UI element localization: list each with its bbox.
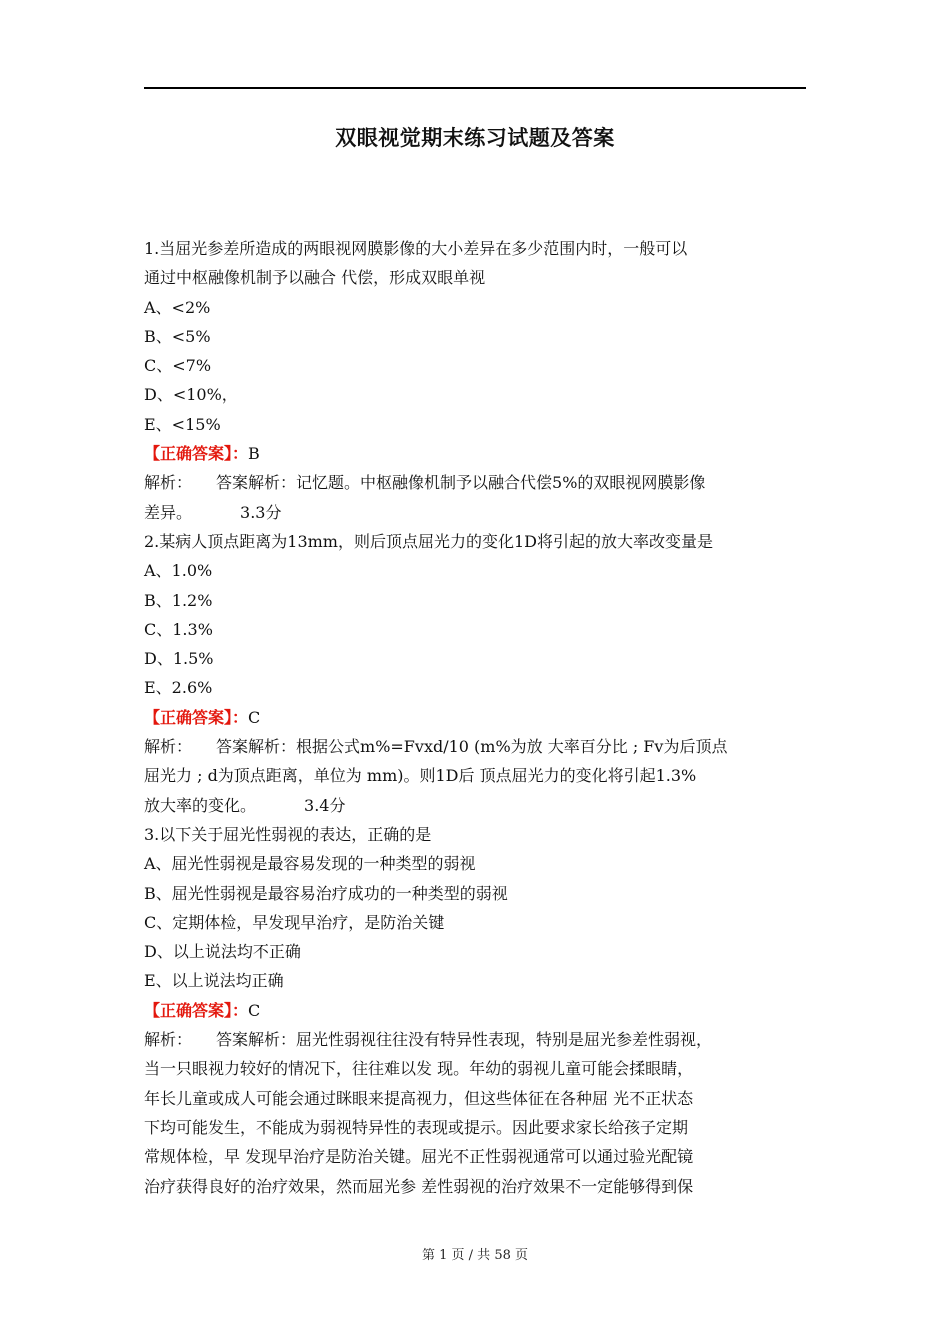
- option-a: A、<2%: [144, 297, 211, 317]
- question-score: 3.4分: [304, 795, 346, 815]
- analysis-text: 答案解析：屈光性弱视往往没有特异性表现，特别是屈光参差性弱视，: [216, 1030, 713, 1050]
- option-a: A、屈光性弱视是最容易发现的一种类型的弱视: [144, 854, 476, 874]
- analysis-prefix: 解析：: [144, 473, 193, 493]
- option-e: E、2.6%: [144, 678, 213, 698]
- option-e: E、以上说法均正确: [144, 971, 284, 991]
- analysis-prefix: 解析：: [144, 737, 193, 757]
- analysis-text: 放大率的变化。: [144, 795, 257, 815]
- question-3: [144, 820, 808, 1201]
- header-rule: [144, 87, 806, 89]
- question-stem-line: 1.当屈光参差所造成的两眼视网膜影像的大小差异在多少范围内时，一般可以: [144, 239, 688, 258]
- analysis-line: 当一只眼视力较好的情况下，往往难以发 现。年幼的弱视儿童可能会揉眼睛，: [144, 1059, 694, 1079]
- correct-answer: [144, 439, 808, 468]
- document-body: [144, 234, 808, 1201]
- analysis-line: 下均可能发生，不能成为弱视特异性的表现或提示。因此要求家长给孩子定期: [144, 1117, 689, 1137]
- page-footer: 第 1 页 / 共 58 页: [422, 1248, 528, 1263]
- option-d: D、1.5%: [144, 649, 214, 669]
- analysis-line: 年长儿童或成人可能会通过眯眼来提高视力，但这些体征在各种屈 光不正状态: [144, 1088, 694, 1108]
- option-a: A、1.0%: [144, 561, 213, 581]
- question-1: [144, 234, 808, 527]
- analysis-text: 答案解析：根据公式m%=Fvxd/10 (m%为放 大率百分比 ; Fv为后顶点: [216, 737, 728, 757]
- analysis-line: [144, 732, 808, 761]
- question-2: [144, 527, 808, 820]
- correct-answer: [144, 703, 808, 732]
- answer-tag: 【正确答案】：: [144, 707, 249, 727]
- answer-value: C: [248, 707, 261, 727]
- analysis-line: 屈光力 ; d为顶点距离，单位为 mm)。则1D后 顶点屈光力的变化将引起1.3%: [144, 766, 697, 786]
- analysis-line: [144, 1025, 808, 1054]
- answer-value: B: [248, 444, 260, 464]
- answer-tag: 【正确答案】：: [144, 444, 249, 464]
- analysis-text: 差异。: [144, 502, 193, 522]
- answer-tag: 【正确答案】：: [144, 1000, 249, 1020]
- analysis-line: [144, 498, 808, 527]
- question-stem-line: 3.以下关于屈光性弱视的表达，正确的是: [144, 824, 432, 844]
- option-c: C、定期体检，早发现早治疗，是防治关键: [144, 912, 445, 932]
- option-b: B、屈光性弱视是最容易治疗成功的一种类型的弱视: [144, 883, 508, 903]
- option-c: C、<7%: [144, 356, 212, 376]
- answer-value: C: [248, 1000, 261, 1020]
- analysis-line: 常规体检，早 发现早治疗是防治关键。屈光不正性弱视通常可以通过验光配镜: [144, 1147, 694, 1167]
- question-stem-line: 2.某病人顶点距离为13mm，则后顶点屈光力的变化1D将引起的放大率改变量是: [144, 531, 713, 551]
- analysis-line: [144, 468, 808, 497]
- question-stem-line: 通过中枢融像机制予以融合 代偿，形成双眼单视: [144, 268, 486, 288]
- analysis-text: 答案解析：记忆题。中枢融像机制予以融合代偿5%的双眼视网膜影像: [216, 473, 706, 493]
- option-e: E、<15%: [144, 414, 221, 434]
- option-d: D、以上说法均不正确: [144, 942, 301, 962]
- analysis-line: 治疗获得良好的治疗效果，然而屈光参 差性弱视的治疗效果不一定能够得到保: [144, 1176, 694, 1196]
- option-c: C、1.3%: [144, 619, 213, 639]
- option-b: B、1.2%: [144, 590, 213, 610]
- document-title: 双眼视觉期末练习试题及答案: [335, 126, 615, 150]
- question-score: 3.3分: [240, 502, 282, 522]
- option-d: D、<10%，: [144, 385, 238, 405]
- correct-answer: [144, 996, 808, 1025]
- option-b: B、<5%: [144, 326, 211, 346]
- analysis-prefix: 解析：: [144, 1030, 193, 1050]
- analysis-line: [144, 791, 808, 820]
